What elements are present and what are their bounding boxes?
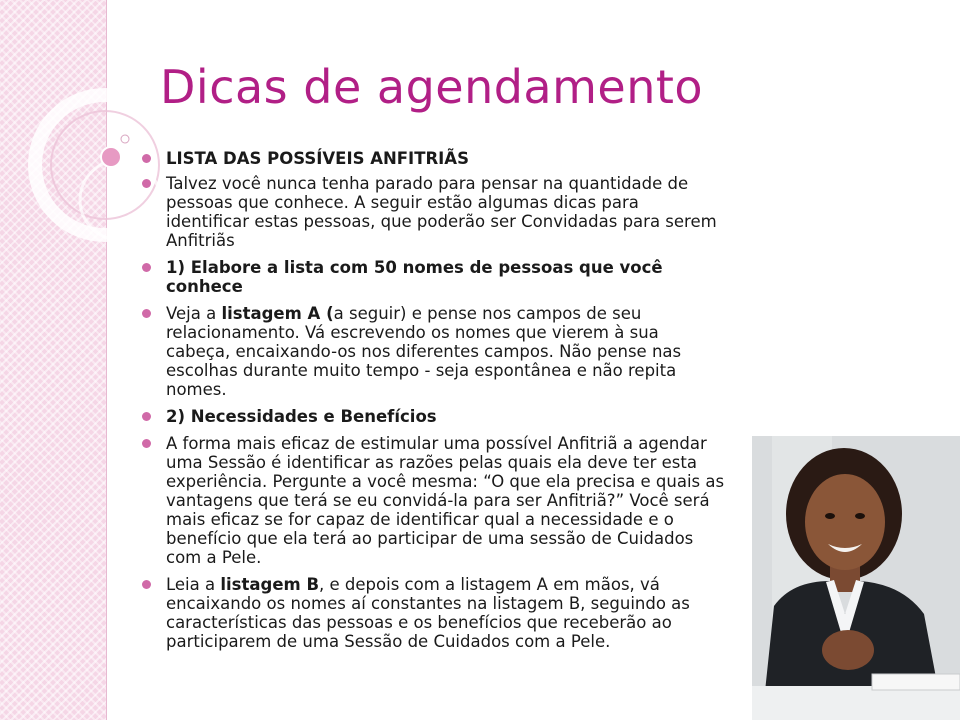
bullet-item: [142, 304, 727, 399]
bullet-text-pre: Leia a: [166, 575, 221, 594]
bullet-dot-icon: [142, 580, 151, 589]
bullet-dot-icon: [142, 154, 151, 163]
bullet-text-pre: Veja a: [166, 304, 222, 323]
bullet-text: 1) Elabore a lista com 50 nomes de pessoas que você conhece: [166, 258, 663, 296]
bullet-text-post: a seguir) e pense nos campos de seu relacionamento. Vá escrevendo os nomes que vierem à sua cabeça, encaixando-os nos diferentes campos. Não pense nas escolhas durante muito tempo - seja espontânea e não repita nomes.: [166, 304, 682, 399]
bullet-text-bold: listagem B: [220, 575, 320, 594]
bullet-text: Talvez você nunca tenha parado para pensar na quantidade de pessoas que conhece. A seguir estão algumas dicas para identificar estas pessoas, que poderão ser Convidadas para serem Anfitriãs: [166, 174, 717, 250]
pink-bubble: [101, 147, 121, 167]
bullet-item: [142, 407, 727, 426]
bullet-dot-icon: [142, 439, 151, 448]
bullet-item: [142, 149, 727, 168]
tiny-bubble: [121, 135, 129, 143]
businesswoman-illustration: [752, 436, 960, 720]
bullet-text: 2) Necessidades e Benefícios: [166, 407, 437, 426]
bullet-text: LISTA DAS POSSÍVEIS ANFITRIÃS: [166, 149, 469, 168]
bullet-list: [142, 149, 727, 659]
bullet-dot-icon: [142, 309, 151, 318]
slide-title: Dicas de agendamento: [160, 60, 704, 114]
bullet-item: [142, 258, 727, 296]
businesswoman-photo: [752, 436, 960, 720]
bullet-item: [142, 575, 727, 651]
bullet-dot-icon: [142, 179, 151, 188]
bullet-text-post: , e depois com a listagem A em mãos, vá encaixando os nomes aí constantes na listagem B, seguindo as características das pessoas e os benefícios que receberão ao participarem de uma Sessão de Cuidados com a Pele.: [166, 575, 690, 651]
bullet-item: [142, 434, 727, 567]
bullet-text: A forma mais eficaz de estimular uma possível Anfitriã a agendar uma Sessão é identificar as razões pelas quais ela deve ter esta experiência. Pergunte a você mesma: “O que ela precisa e quais as vantagens que terá se eu convidá-la para ser Anfitriã?” Você será mais eficaz se for capaz de identificar qual a necessidade e o benefício que ela terá ao participar de uma sessão de Cuidados com a Pele.: [166, 434, 725, 567]
bullet-item: [142, 174, 727, 250]
bullet-dot-icon: [142, 263, 151, 272]
bullet-dot-icon: [142, 412, 151, 421]
bullet-text-bold: listagem A (: [221, 304, 334, 323]
